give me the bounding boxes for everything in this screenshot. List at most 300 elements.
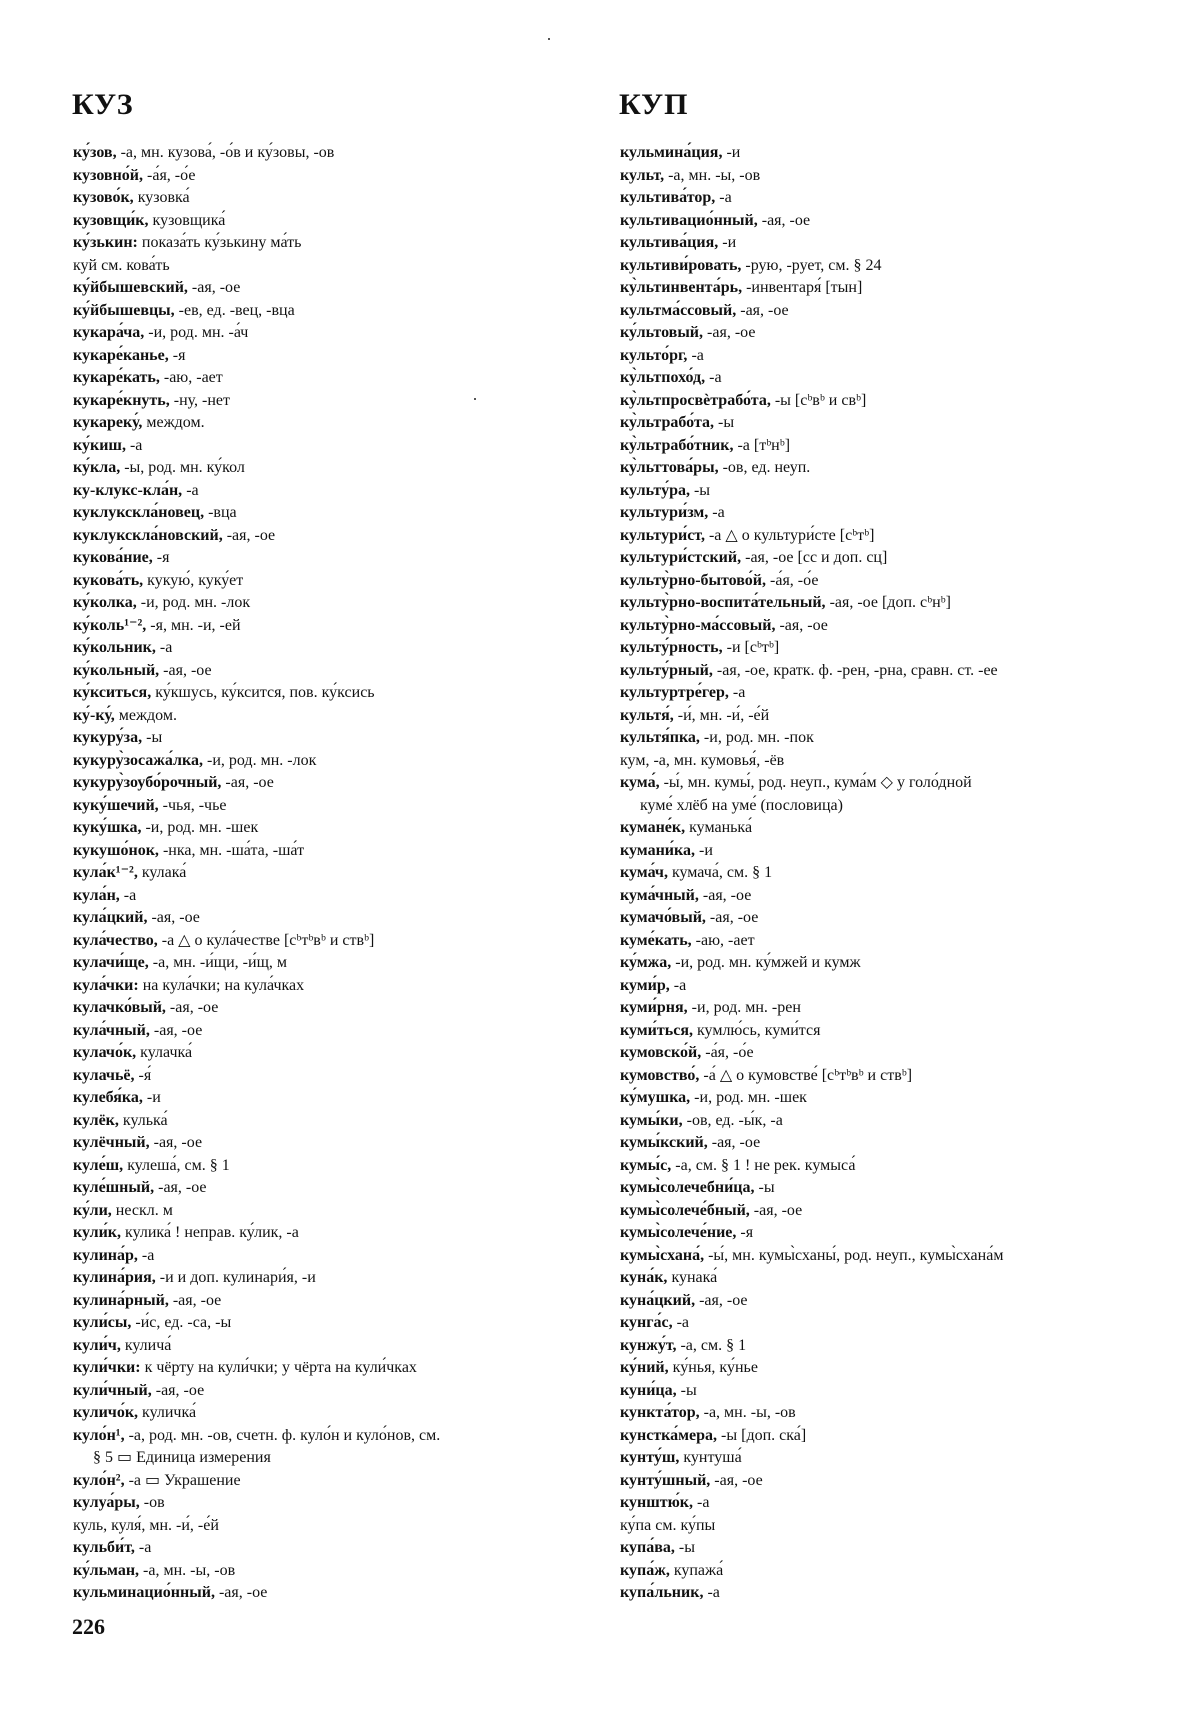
dictionary-entry	[620, 705, 1160, 728]
dictionary-entry	[73, 1402, 593, 1425]
entry-definition: -ая, -ое	[710, 1471, 763, 1489]
entry-headword: культу̀рно-бытово́й,	[620, 571, 767, 589]
entry-definition: -ая, -ое	[159, 661, 212, 679]
entry-headword: кузовщи́к,	[73, 211, 149, 229]
dictionary-entry	[73, 705, 593, 728]
entry-headword: культури́стский,	[620, 549, 742, 566]
entry-definition: кулака́	[137, 864, 187, 881]
dictionary-entry	[620, 142, 1160, 165]
dictionary-entry	[620, 1537, 1160, 1560]
entry-headword: куле́шный,	[73, 1179, 155, 1196]
entry-headword: ку́коль¹⁻²,	[73, 616, 147, 634]
dictionary-entry	[73, 367, 593, 390]
entry-definition: -ы	[674, 1539, 695, 1556]
entry-headword: куло́н²,	[73, 1471, 125, 1489]
dictionary-entry	[620, 1560, 1160, 1583]
entry-definition: -ая, -ое	[775, 616, 828, 634]
entry-headword: ку̀льтинвента́рь,	[620, 279, 743, 296]
entry-headword: кульби́т,	[73, 1539, 135, 1556]
entry-definition: кумача́, см. § 1	[667, 864, 773, 881]
entry-definition: купажа́	[669, 1561, 724, 1579]
entry-definition: -вца	[204, 504, 237, 521]
entry-headword: ку́кла,	[73, 459, 121, 476]
dictionary-entry	[73, 1065, 593, 1088]
dictionary-entry	[73, 547, 593, 570]
entry-headword: культиви́ровать,	[620, 256, 742, 274]
entry-definition: -ев, ед. -вец, -вца	[174, 301, 295, 319]
dictionary-entry	[73, 750, 593, 773]
entry-definition: -а, род. мн. -ов, счетн. ф. куло́н и куло́нов, см.	[124, 1426, 441, 1444]
entry-headword: кукаре́канье,	[73, 346, 169, 364]
entry-definition: -ы	[754, 1179, 775, 1196]
entry-definition: кукую́, куку́ет	[143, 571, 244, 589]
entry-definition: -ая, -ое [сс и доп. сц]	[741, 549, 888, 566]
entry-definition: -ы, род. мн. ку́кол	[120, 459, 245, 476]
dictionary-entry	[620, 840, 1160, 863]
entry-definition: -и и доп. кулинари́я, -и	[155, 1269, 316, 1286]
entry-definition: -ов, ед. -ы́к, -а	[682, 1111, 783, 1129]
dictionary-entry	[620, 862, 1160, 885]
entry-definition: -а ▭ Украшение	[124, 1471, 241, 1489]
entry-headword: кулина́рный,	[73, 1291, 169, 1309]
entry-definition: -ая, -ое, кратк. ф. -рен, -рна, сравн. ст. -ее	[712, 661, 998, 679]
dictionary-entry	[73, 570, 593, 593]
entry-headword: кулёчный,	[73, 1134, 150, 1151]
entry-headword: культива́тор,	[620, 189, 716, 206]
entry-headword: кумовство́,	[620, 1066, 700, 1084]
entry-headword: культу́рный,	[620, 661, 713, 679]
entry-definition: куличка́	[138, 1404, 197, 1421]
dictionary-entry	[73, 1537, 593, 1560]
dictionary-entry	[620, 637, 1160, 660]
entry-definition: ку́кшусь, ку́ксится, пов. ку́ксись	[151, 684, 375, 701]
entry-headword: кумы̀солече́бный,	[620, 1201, 750, 1219]
entry-headword: ку́льман,	[73, 1561, 140, 1579]
entry-headword: куку́шка,	[73, 819, 142, 836]
dictionary-entry	[73, 795, 593, 818]
entry-definition: -ая, -ое	[168, 1291, 222, 1309]
entry-headword: ку́киш,	[73, 436, 126, 454]
entry-definition: -и, род. мн. -шек	[141, 819, 259, 836]
entry-definition: показа́ть ку́зькину ма́ть	[137, 234, 302, 251]
entry-definition: кунтуша́	[679, 1449, 742, 1466]
entry-headword: кулачи́ще,	[73, 954, 149, 971]
entry-headword: ку́колка,	[73, 594, 137, 611]
dictionary-entry	[620, 390, 1160, 413]
dictionary-entry	[620, 1515, 1160, 1538]
entry-headword: культу́ра,	[620, 481, 690, 499]
entry-headword: кулуа́ры,	[73, 1494, 140, 1511]
entry-definition: -а △ о кула́честве [сᵇтᵇвᵇ и ствᵇ]	[157, 931, 375, 949]
dictionary-entry	[73, 1020, 593, 1043]
dictionary-entry	[620, 1312, 1160, 1335]
entry-headword: ку́ли,	[73, 1201, 112, 1219]
entry-headword: кузово́к,	[73, 189, 134, 206]
entry-headword: куло́н¹,	[73, 1426, 125, 1444]
entry-headword: кумовско́й,	[620, 1044, 702, 1061]
entry-headword: кункта́тор,	[620, 1404, 700, 1421]
entry-definition: -я́	[134, 1066, 152, 1084]
entry-headword: куми́рня,	[620, 999, 688, 1016]
dictionary-entry	[620, 1222, 1160, 1245]
entry-headword: кунга́с,	[620, 1314, 673, 1331]
dictionary-entry	[73, 1380, 593, 1403]
dictionary-entry	[620, 615, 1160, 638]
entry-definition: ку́нья, ку́нье	[668, 1359, 758, 1376]
entry-headword: куни́ца,	[620, 1381, 677, 1399]
entry-definition: -и	[718, 234, 737, 251]
dictionary-entry	[73, 1447, 593, 1470]
entry-definition: кумлю́сь, куми́тся	[692, 1021, 821, 1039]
dictionary-entry	[73, 480, 593, 503]
entry-definition: -и, род. мн. -шек	[690, 1089, 807, 1106]
entry-headword: кулачьё,	[73, 1066, 135, 1084]
entry-definition: кулика́ ! неправ. ку́лик, -а	[121, 1224, 299, 1241]
entry-headword: кулебя́ка,	[73, 1089, 143, 1106]
entry-definition: -а, см. § 1 ! не рек. кумыса́	[671, 1156, 856, 1174]
dictionary-entry	[73, 1492, 593, 1515]
entry-definition: -а, мн. -ы, -ов	[664, 166, 761, 184]
entry-definition: -ая, -ое	[187, 279, 241, 296]
entry-definition: -чья, -чье	[158, 796, 227, 814]
entry-headword: ку̀льтпросвѐтрабо́та,	[620, 391, 771, 409]
entry-definition: -ая, -ое	[151, 1381, 205, 1399]
entry-definition: -и [сᵇтᵇ]	[722, 639, 780, 656]
entry-headword: кула́н,	[73, 886, 120, 904]
entry-headword: куличо́к,	[73, 1404, 139, 1421]
dictionary-entry	[73, 840, 593, 863]
entry-definition: на кула́чки; на кула́чках	[138, 976, 305, 994]
entry-definition: -а	[137, 1246, 155, 1264]
dictionary-entry	[620, 255, 1160, 278]
dictionary-entry	[620, 277, 1160, 300]
entry-definition: -ая, -ое	[749, 1201, 803, 1219]
dictionary-entry	[73, 1290, 593, 1313]
entry-headword: куми́ться,	[620, 1021, 693, 1039]
entry-definition: -и	[142, 1089, 161, 1106]
entry-headword: купа́ж,	[620, 1561, 670, 1579]
entry-headword: кумы̀солечебни́ца,	[620, 1179, 755, 1196]
entry-definition: кунака́	[667, 1269, 718, 1286]
entry-definition: -а́я, -о́е	[143, 166, 196, 184]
dictionary-entry	[73, 435, 593, 458]
entry-headword: ку́йбышевцы,	[73, 301, 175, 319]
entry-definition: междом.	[114, 706, 177, 724]
entry-headword: ку̀льттова́ры,	[620, 459, 719, 476]
entry-definition: -ая, -ое	[147, 909, 200, 926]
entry-definition: -ая, -ое	[165, 999, 219, 1016]
speck	[474, 398, 476, 400]
dictionary-entry	[620, 885, 1160, 908]
entry-definition: -рую, -рует, см. § 24	[741, 256, 882, 274]
dictionary-entry	[73, 142, 593, 165]
entry-headword: культу̀рно-воспита́тельный,	[620, 594, 826, 611]
entry-definition: -ы [сᵇвᵇ и свᵇ]	[770, 391, 867, 409]
entry-definition: кулачка́	[136, 1044, 193, 1061]
dictionary-entry	[620, 1290, 1160, 1313]
entry-definition: -я	[152, 549, 170, 566]
entry-definition: -и, род. мн. -пок	[699, 729, 814, 746]
entry-definition: -а́ △ о кумовстве́ [сᵇтᵇвᵇ и ствᵇ]	[699, 1066, 913, 1084]
entry-definition: -ы	[142, 729, 163, 746]
entry-definition: -ы́, мн. кумы̀сханы́, род. неуп., кумы̀схана́м	[704, 1246, 1004, 1264]
entry-definition: -ну, -нет	[169, 391, 231, 409]
entry-definition: -а	[705, 369, 722, 386]
dictionary-entry	[620, 1492, 1160, 1515]
entry-definition: -ая, -ое	[736, 301, 789, 319]
dictionary-entry	[73, 1110, 593, 1133]
entry-definition: -а	[703, 1584, 720, 1601]
entry-headword: кукаре́кнуть,	[73, 391, 170, 409]
entry-definition: -ая, -ое	[757, 211, 811, 229]
dictionary-entry	[73, 952, 593, 975]
dictionary-entry	[620, 525, 1160, 548]
entry-headword: культури́зм,	[620, 504, 709, 521]
entry-definition: -и, род. мн. -рен	[687, 999, 801, 1016]
entry-definition: -ая, -ое	[214, 1584, 268, 1601]
entry-headword: куклукскла́новец,	[73, 504, 205, 521]
entry-definition: -а △ о культури́сте [сᵇтᵇ]	[704, 526, 875, 544]
entry-headword: кукуру̀зосажа́лка,	[73, 751, 203, 769]
entry-definition: -я	[168, 346, 186, 364]
dictionary-entry	[620, 480, 1160, 503]
entry-headword: кули́чный,	[73, 1381, 152, 1399]
dictionary-entry	[620, 502, 1160, 525]
entry-definition: -а	[687, 346, 704, 364]
dictionary-entry	[620, 1357, 1160, 1380]
dictionary-entry	[620, 975, 1160, 998]
entry-headword: ку́кольный,	[73, 661, 160, 679]
dictionary-entry	[73, 1335, 593, 1358]
entry-headword: кунту́шный,	[620, 1471, 711, 1489]
entry-headword: кукареку́,	[73, 414, 143, 431]
entry-headword: кунжу́т,	[620, 1336, 677, 1354]
dictionary-entry	[73, 1132, 593, 1155]
entry-headword: культя́,	[620, 706, 674, 724]
entry-definition: -инвентаря́ [тын]	[742, 279, 863, 296]
dictionary-entry	[73, 975, 593, 998]
entry-definition: -ая, -ое	[221, 774, 274, 791]
entry-headword: кумане́к,	[620, 819, 686, 836]
entry-definition: -ая, -ое	[698, 886, 752, 904]
dictionary-entry	[620, 795, 1160, 818]
entry-definition: -я	[736, 1224, 754, 1241]
dictionary-entry	[73, 997, 593, 1020]
dictionary-entry	[620, 232, 1160, 255]
dictionary-entry	[620, 210, 1160, 233]
dictionary-entry	[620, 367, 1160, 390]
entry-definition: -а, см. § 1	[676, 1336, 747, 1354]
dictionary-entry	[73, 412, 593, 435]
entry-headword: кулачко́вый,	[73, 999, 166, 1016]
dictionary-entry	[620, 682, 1160, 705]
dictionary-entry	[620, 1020, 1160, 1043]
dictionary-entry	[620, 1200, 1160, 1223]
speck	[548, 38, 550, 40]
dictionary-entry	[620, 165, 1160, 188]
entry-headword: куна́к,	[620, 1269, 668, 1286]
entry-headword: купа́ва,	[620, 1539, 675, 1556]
entry-headword: куме́кать,	[620, 931, 692, 949]
entry-headword: ку́мжа,	[620, 954, 672, 971]
dictionary-entry	[620, 1155, 1160, 1178]
entry-headword: кумани́ка,	[620, 841, 695, 859]
entry-definition: -а	[125, 436, 143, 454]
dictionary-entry	[620, 660, 1160, 683]
dictionary-entry	[73, 165, 593, 188]
dictionary-entry	[73, 1200, 593, 1223]
entry-definition: -ы	[689, 481, 711, 499]
dictionary-entry	[620, 412, 1160, 435]
entry-headword: кумы́ки,	[620, 1111, 683, 1129]
entry-headword: кула́чный,	[73, 1021, 150, 1039]
entry-headword: кунту́ш,	[620, 1449, 680, 1466]
entry-headword: куклукскла́новский,	[73, 526, 223, 544]
dictionary-entry	[620, 907, 1160, 930]
entry-definition: -ая, -ое	[707, 1134, 761, 1151]
dictionary-entry	[620, 1335, 1160, 1358]
entry-definition: -я, мн. -и, -ей	[146, 616, 241, 634]
dictionary-entry	[620, 1380, 1160, 1403]
entry-headword: кумачо́вый,	[620, 909, 706, 926]
entry-headword: культя́пка,	[620, 729, 700, 746]
entry-definition: -а	[155, 639, 173, 656]
entry-headword: кума́ч,	[620, 864, 668, 881]
dictionary-entry	[620, 570, 1160, 593]
entry-headword: кумы́кский,	[620, 1134, 708, 1151]
entry-definition: ку́па см. ку́пы	[620, 1516, 716, 1534]
dictionary-entry	[620, 930, 1160, 953]
dictionary-entry	[620, 1110, 1160, 1133]
dictionary-entry	[620, 435, 1160, 458]
dictionary-entry	[620, 1042, 1160, 1065]
dictionary-entry	[73, 1312, 593, 1335]
dictionary-entry	[620, 1402, 1160, 1425]
dictionary-entry	[73, 862, 593, 885]
entry-definition: -а	[708, 504, 725, 521]
entry-headword: кумы́с,	[620, 1156, 672, 1174]
entry-definition: -и, род. мн. -лок	[136, 594, 251, 611]
dictionary-entry	[73, 1357, 593, 1380]
dictionary-entry	[73, 930, 593, 953]
page-number: 226	[72, 1614, 105, 1639]
entry-definition: -и, род. мн. -лок	[203, 751, 317, 769]
dictionary-entry	[73, 1582, 593, 1605]
entry-headword: кума́чный,	[620, 886, 699, 904]
dictionary-entry	[73, 187, 593, 210]
entry-definition: -а	[182, 481, 199, 499]
running-header-right: КУП	[619, 88, 689, 121]
dictionary-entry	[73, 232, 593, 255]
dictionary-entry	[73, 682, 593, 705]
dictionary-entry	[620, 457, 1160, 480]
dictionary-entry	[73, 1515, 593, 1538]
entry-headword: ку́зькин:	[73, 234, 138, 251]
entry-headword: кули́ч,	[73, 1336, 121, 1354]
dictionary-entry	[73, 727, 593, 750]
entry-definition: -ая, -ое	[149, 1021, 203, 1039]
dictionary-entry	[620, 1267, 1160, 1290]
dictionary-entry	[73, 255, 593, 278]
entry-headword: кумы̀схана́,	[620, 1246, 705, 1264]
dictionary-entry	[620, 322, 1160, 345]
dictionary-entry	[620, 300, 1160, 323]
entry-headword: ку̀льтрабо́та,	[620, 414, 715, 431]
entry-headword: ку́-ку́,	[73, 706, 115, 724]
entry-definition: кулича́	[120, 1336, 172, 1354]
entry-headword: кули́чки:	[73, 1359, 141, 1376]
entry-definition: -аю, -ает	[691, 931, 755, 949]
dictionary-entry	[620, 547, 1160, 570]
dictionary-entry	[73, 322, 593, 345]
entry-headword: культу́рность,	[620, 639, 723, 656]
entry-headword: кукова́ние,	[73, 549, 153, 566]
entry-definition: куй см. кова́ть	[73, 256, 170, 274]
entry-definition: -а, мн. кузова́, -о́в и ку́зовы, -ов	[116, 144, 335, 161]
dictionary-entry	[73, 615, 593, 638]
dictionary-entry	[73, 1267, 593, 1290]
entry-headword: куна́цкий,	[620, 1291, 696, 1309]
dictionary-entry	[620, 1065, 1160, 1088]
dictionary-entry	[620, 817, 1160, 840]
entry-definition: кузовка́	[133, 189, 190, 206]
entry-headword: кулёк,	[73, 1111, 119, 1129]
entry-definition: к чёрту на кули́чки; у чёрта на кули́чках	[140, 1359, 417, 1376]
entry-headword: куле́ш,	[73, 1156, 124, 1174]
entry-headword: ку́льтовый,	[620, 324, 704, 341]
dictionary-entry	[73, 1222, 593, 1245]
entry-definition: кум, -а, мн. кумовья́, -ёв	[620, 751, 785, 769]
entry-headword: кунштю́к,	[620, 1494, 694, 1511]
entry-definition: -и́, мн. -и́, -е́й	[673, 706, 770, 724]
dictionary-entry	[620, 1087, 1160, 1110]
dictionary-entry	[620, 1447, 1160, 1470]
entry-definition: -а́я, -о́е	[766, 571, 819, 589]
entry-headword: кула́к¹⁻²,	[73, 864, 138, 881]
entry-definition: -ая, -ое	[154, 1179, 207, 1196]
entry-headword: культма́ссовый,	[620, 301, 737, 319]
entry-headword: культивацио́нный,	[620, 211, 758, 229]
entry-definition: -и, род. мн. -а́ч	[144, 324, 249, 341]
dictionary-entry	[73, 885, 593, 908]
entry-definition: -ы	[676, 1381, 697, 1399]
dictionary-entry	[73, 660, 593, 683]
dictionary-entry	[620, 772, 1160, 795]
entry-definition: -ая, -ое	[222, 526, 276, 544]
entry-definition: -и, род. мн. ку́мжей и кумж	[671, 954, 861, 971]
entry-definition: -ов, ед. неуп.	[718, 459, 811, 476]
entry-headword: кулина́р,	[73, 1246, 138, 1264]
entry-definition: -ая, -ое	[703, 324, 756, 341]
entry-definition: куманька́	[685, 819, 753, 836]
dictionary-entry	[73, 1560, 593, 1583]
entry-headword: куми́р,	[620, 976, 670, 994]
entry-headword: культ,	[620, 166, 665, 184]
dictionary-entry	[620, 750, 1160, 773]
entry-headword: кукова́ть,	[73, 571, 144, 589]
entry-definition: кулеша́, см. § 1	[123, 1156, 230, 1174]
entry-definition: -ая, -ое [доп. сᵇнᵇ]	[825, 594, 951, 611]
entry-definition: куме́ хлёб на уме́ (пословица)	[640, 796, 843, 814]
dictionary-entry	[620, 1177, 1160, 1200]
entry-definition: -а	[728, 684, 746, 701]
entry-headword: кула́цкий,	[73, 909, 148, 926]
dictionary-entry	[73, 772, 593, 795]
entry-headword: кумы̀солече́ние,	[620, 1224, 737, 1241]
entry-definition: кулька́	[118, 1111, 168, 1129]
dictionary-entry	[620, 997, 1160, 1020]
dictionary-entry	[620, 1245, 1160, 1268]
